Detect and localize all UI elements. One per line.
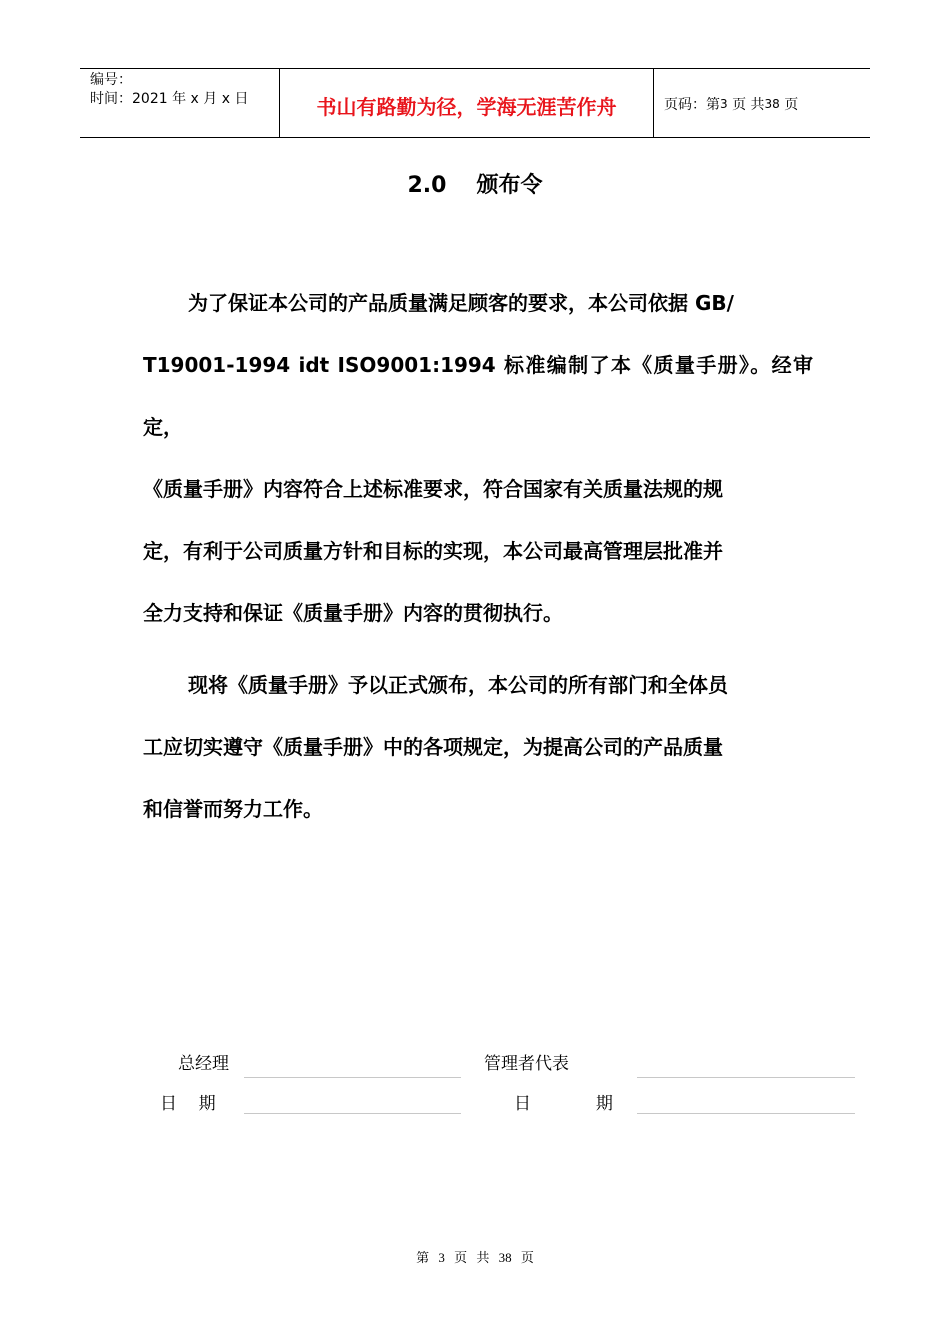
para2-line3: 和信誉而努力工作。 — [143, 797, 323, 821]
rep-label: 管理者代表 — [484, 1054, 569, 1074]
gm-date-label: 日 期 — [160, 1094, 216, 1114]
header-page-info — [654, 69, 870, 137]
paragraph-2 — [143, 654, 813, 840]
footer-current: 3 — [438, 1250, 445, 1265]
para1-line2: T19001-1994 idt ISO9001:1994 标准编制了本《质量手册》。经审定， — [143, 353, 813, 439]
page-total: 38 — [764, 97, 780, 111]
para1-line1: 为了保证本公司的产品质量满足顾客的要求，本公司依据 GB/ — [188, 291, 734, 315]
page-prefix: 页码：第 — [664, 97, 720, 113]
header-meta-cell — [80, 69, 280, 137]
page-title — [0, 168, 950, 199]
page-suffix: 页 — [784, 97, 799, 113]
page-mid: 页 共 — [732, 97, 765, 113]
header-motto: 书山有路勤为径，学海无涯苦作舟 — [280, 69, 654, 137]
para1-line5: 全力支持和保证《质量手册》内容的贯彻执行。 — [143, 601, 563, 625]
rep-date-line — [637, 1113, 855, 1114]
rep-signature-line — [637, 1077, 855, 1078]
footer-total: 38 — [498, 1250, 512, 1265]
document-date-label: 时间：2021 年 x 月 x 日 — [90, 91, 249, 107]
footer-suffix: 页 — [520, 1250, 534, 1265]
document-number-label: 编号： — [90, 72, 132, 88]
rep-date-label: 日 期 — [514, 1094, 613, 1114]
para2-line2: 工应切实遵守《质量手册》中的各项规定，为提高公司的产品质量 — [143, 735, 723, 759]
page-current: 3 — [720, 97, 728, 111]
para1-line4: 定，有利于公司质量方针和目标的实现，本公司最高管理层批准并 — [143, 539, 723, 563]
section-number: 2.0 — [407, 173, 447, 198]
document-header — [80, 68, 870, 138]
gm-signature-line — [244, 1077, 461, 1078]
page-footer — [0, 1247, 950, 1266]
para1-line3: 《质量手册》内容符合上述标准要求，符合国家有关质量法规的规 — [143, 477, 723, 501]
footer-prefix: 第 — [416, 1250, 430, 1265]
section-title: 颁布令 — [476, 173, 543, 198]
gm-label: 总经理 — [178, 1054, 229, 1074]
paragraph-1 — [143, 272, 813, 644]
gm-date-line — [244, 1113, 461, 1114]
footer-mid2: 共 — [476, 1250, 490, 1265]
para2-line1: 现将《质量手册》予以正式颁布，本公司的所有部门和全体员 — [188, 673, 728, 697]
footer-mid1: 页 — [454, 1250, 468, 1265]
